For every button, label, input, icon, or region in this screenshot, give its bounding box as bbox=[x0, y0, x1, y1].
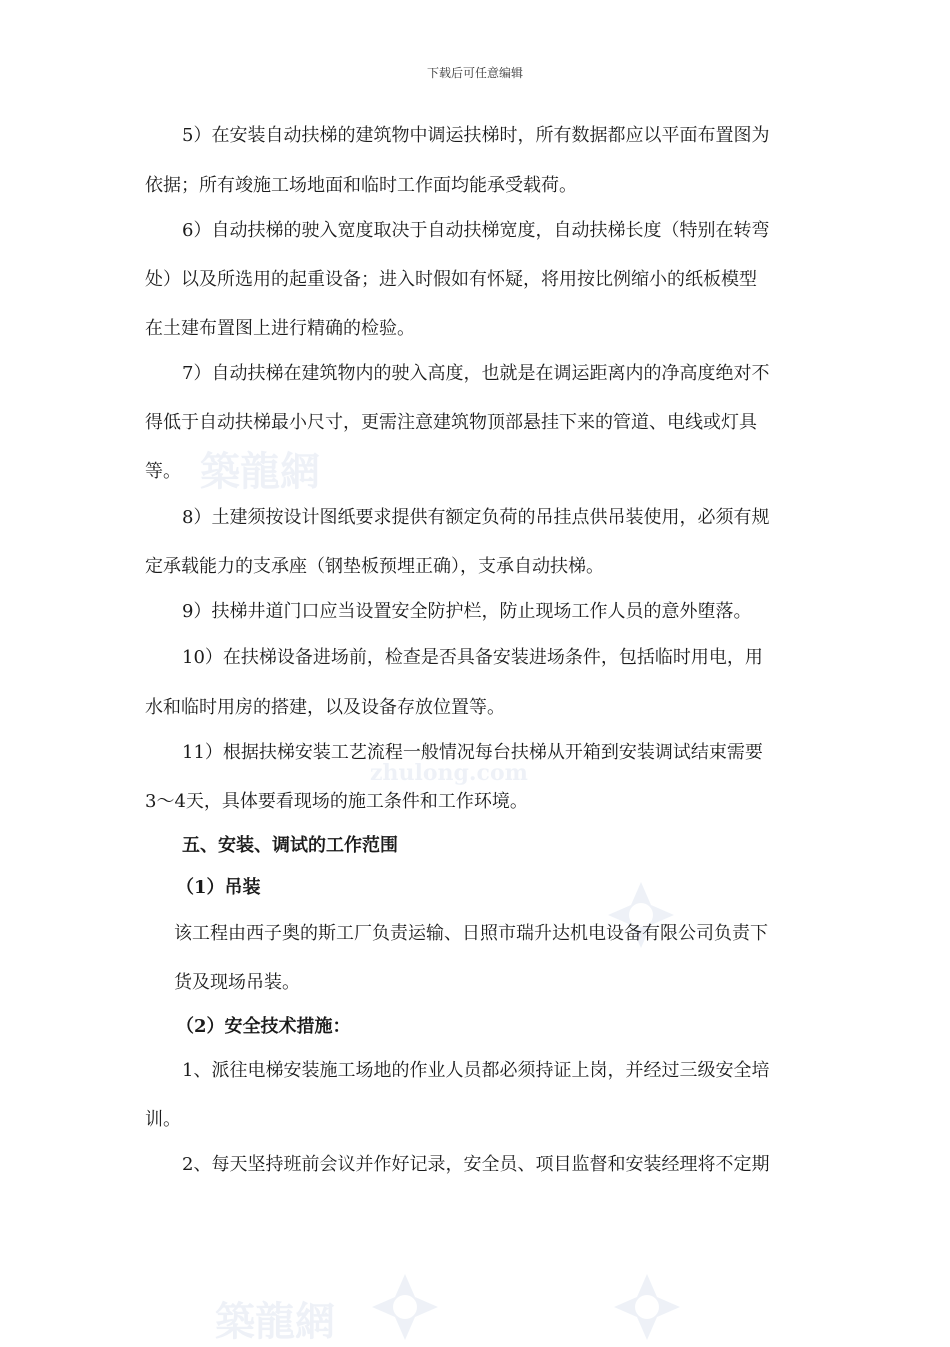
paragraph-line: 得低于自动扶梯最小尺寸，更需注意建筑物顶部悬挂下来的管道、电线或灯具 bbox=[145, 412, 757, 433]
watermark-url: zhulong.com bbox=[370, 760, 528, 786]
paragraph-line: 3～4天，具体要看现场的施工条件和工作环境。 bbox=[145, 791, 528, 812]
paragraph-line: 处）以及所选用的起重设备；进入时假如有怀疑，将用按比例缩小的纸板模型 bbox=[145, 269, 757, 290]
paragraph-line: 训。 bbox=[145, 1109, 181, 1130]
paragraph-line: 7）自动扶梯在建筑物内的驶入高度，也就是在调运距离内的净高度绝对不 bbox=[182, 363, 770, 384]
paragraph-line: 货及现场吊装。 bbox=[174, 972, 300, 993]
paragraph-line: 等。 bbox=[145, 461, 181, 482]
paragraph-line: 定承载能力的支承座（钢垫板预埋正确），支承自动扶梯。 bbox=[145, 556, 604, 577]
subsection-heading: （2）安全技术措施： bbox=[176, 1016, 351, 1037]
paragraph-line: 2、每天坚持班前会议并作好记录，安全员、项目监督和安装经理将不定期 bbox=[182, 1154, 770, 1175]
paragraph-line: 6）自动扶梯的驶入宽度取决于自动扶梯宽度，自动扶梯长度（特别在转弯 bbox=[182, 220, 770, 241]
paragraph-line: 9）扶梯井道门口应当设置安全防护栏，防止现场工作人员的意外堕落。 bbox=[182, 601, 752, 622]
watermark-text: 築龍網 bbox=[200, 448, 320, 495]
paragraph-line: 5）在安装自动扶梯的建筑物中调运扶梯时，所有数据都应以平面布置图为 bbox=[182, 125, 770, 146]
paragraph-line: 8）土建须按设计图纸要求提供有额定负荷的吊挂点供吊装使用，必须有规 bbox=[182, 507, 770, 528]
paragraph-line: 该工程由西子奥的斯工厂负责运输、日照市瑞升达机电设备有限公司负责下 bbox=[174, 923, 768, 944]
paragraph-line: 在土建布置图上进行精确的检验。 bbox=[145, 318, 415, 339]
section-heading: 五、安装、调试的工作范围 bbox=[182, 835, 398, 856]
paragraph-line: 1、派往电梯安装施工场地的作业人员都必须持证上岗，并经过三级安全培 bbox=[182, 1060, 770, 1081]
paragraph-line: 10）在扶梯设备进场前，检查是否具备安装进场条件，包括临时用电，用 bbox=[182, 647, 763, 668]
paragraph-line: 11）根据扶梯安装工艺流程一般情况每台扶梯从开箱到安装调试结束需要 bbox=[182, 742, 763, 763]
page-header: 下载后可任意编辑 bbox=[426, 66, 523, 80]
paragraph-line: 水和临时用房的搭建，以及设备存放位置等。 bbox=[145, 697, 505, 718]
watermark-text-bottom: 築龍網 bbox=[215, 1298, 335, 1345]
subsection-heading: （1）吊装 bbox=[176, 877, 261, 898]
paragraph-line: 依据；所有竣施工场地面和临时工作面均能承受载荷。 bbox=[145, 175, 577, 196]
